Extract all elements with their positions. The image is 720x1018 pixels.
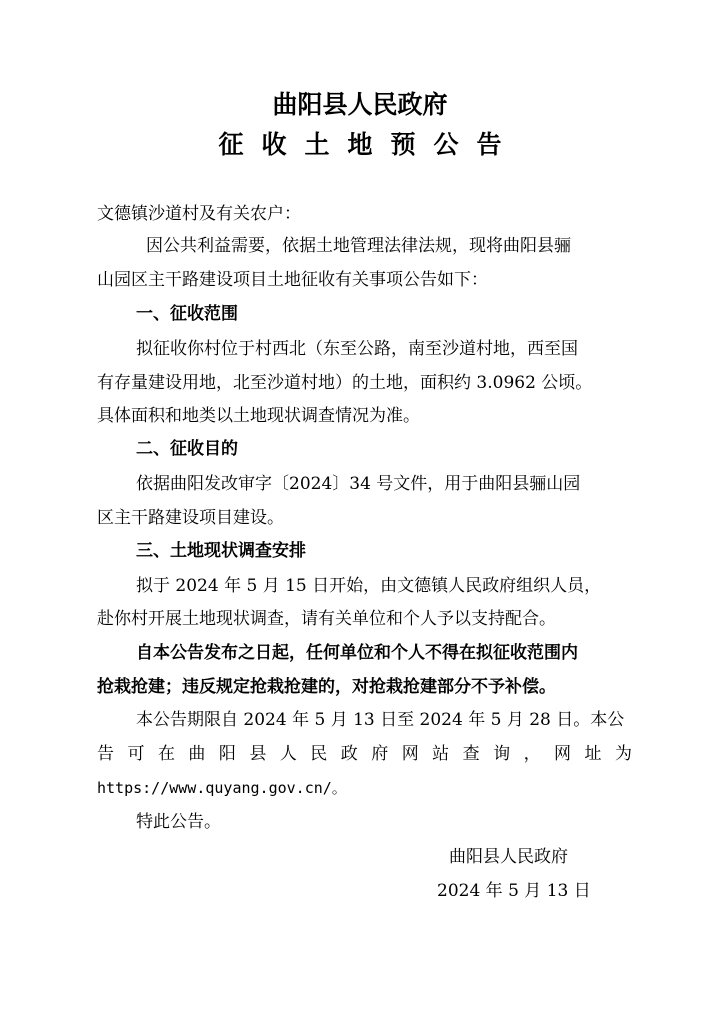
section-3-line-2: 赴你村开展土地现状调查，请有关单位和个人予以支持配合。 [97,609,556,629]
section-2-heading: 二、征收目的 [136,439,238,459]
section-3-heading: 三、土地现状调查安排 [136,541,306,561]
section-2-line-1: 依据曲阳发改审字〔2024〕34 号文件，用于曲阳县骊山园 [136,474,581,494]
section-3-line-1: 拟于 2024 年 5 月 15 日开始，由文德镇人民政府组织人员， [136,576,602,596]
closing-text: 特此公告。 [136,812,221,832]
period-line-1: 本公告期限自 2024 年 5 月 13 日至 2024 年 5 月 28 日。本公 [136,710,625,730]
intro-line-1: 因公共利益需要，依据土地管理法律法规，现将曲阳县骊 [146,236,571,256]
notice-bold-line-1: 自本公告发布之日起，任何单位和个人不得在拟征收范围内 [136,643,578,663]
website-url: https://www.quyang.gov.cn/。 [97,779,347,797]
section-1-line-1: 拟征收你村位于村西北（东至公路，南至沙道村地，西至国 [136,339,578,359]
section-1-heading: 一、征收范围 [136,304,238,324]
notice-bold-line-2: 抢栽抢建；违反规定抢栽抢建的，对抢栽抢建部分不予补偿。 [97,677,556,697]
section-1-line-3: 具体面积和地类以土地现状调查情况为准。 [97,406,420,426]
addressee: 文德镇沙道村及有关农户： [97,204,301,224]
intro-line-2: 山园区主干路建设项目土地征收有关事项公告如下： [97,270,488,290]
signature-issuer: 曲阳县人民政府 [449,847,568,867]
issuer-title: 曲阳县人民政府 [272,90,448,119]
signature-date: 2024 年 5 月 13 日 [437,881,591,901]
section-2-line-2: 区主干路建设项目建设。 [97,508,284,528]
period-line-2: 告可在曲阳县人民政府网站查询，网址为 [97,744,632,764]
section-1-line-2: 有存量建设用地，北至沙道村地）的土地，面积约 3.0962 公顷。 [97,373,593,393]
document-title: 征收土地预公告 [218,130,520,159]
